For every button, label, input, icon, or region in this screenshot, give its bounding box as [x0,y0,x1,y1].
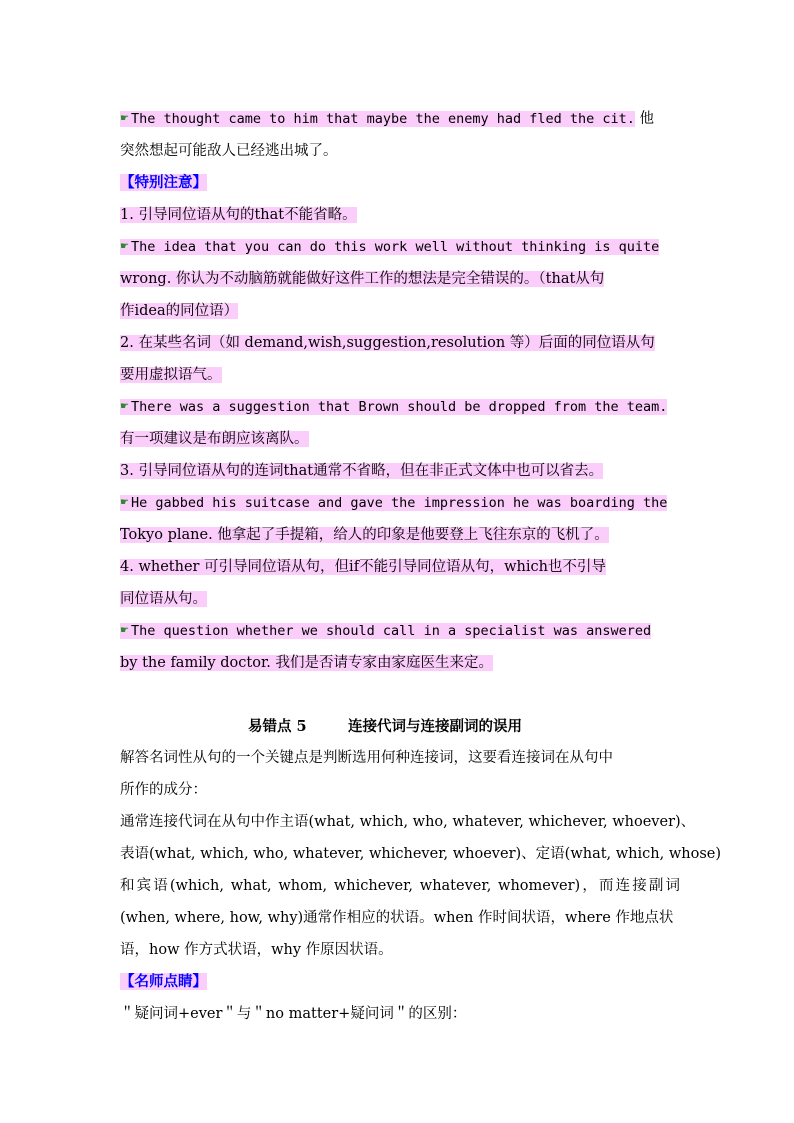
note-item-2: 2. 在某些名词（如 demand,wish,suggestion,resolution 等）后面的同位语从句 [120,335,655,351]
note-item-3: 3. 引导同位语从句的连词that通常不省略，但在非正式文体中也可以省去。 [120,463,604,479]
pointing-hand-icon: ☛ [120,241,129,252]
note-item-4: 4. whether 可引导同位语从句，但if不能引导同位语从句，which也不引导 [120,559,606,575]
paragraph-line: 语，how 作方式状语，why 作原因状语。 [120,942,393,958]
paragraph-line: 和宾语(which, what, whom, whichever, whatever, whomever)，而连接副词 [120,878,680,894]
example-line: ☛ He gabbed his suitcase and gave the impression he was boarding the [120,492,667,514]
example-line [120,108,654,130]
example-line: wrong. 你认为不动脑筋就能做好这件工作的想法是完全错误的。（that从句 [120,271,605,287]
section-title: 连接代词与连接副词的误用 [348,718,522,735]
paragraph-line: 解答名词性从句的一个关键点是判断选用何种连接词，这要看连接词在从句中 [120,750,613,766]
note-item-2-cont: 要用虚拟语气。 [120,367,222,383]
note-item-1: 1. 引导同位语从句的that不能省略。 [120,207,357,223]
example-line: ☛ The idea that you can do this work well without thinking is quite [120,236,659,258]
example-line: by the family doctor. 我们是否请专家由家庭医生来定。 [120,655,494,671]
pointing-hand-icon: ☛ [120,497,129,508]
section-label: 易错点 5 [248,718,307,735]
paragraph-line: (when, where, how, why)通常作相应的状语。when 作时间状语，where 作地点状 [120,910,674,926]
special-note-title: 【特别注意】 [120,174,207,191]
paragraph-line: 所作的成分： [120,782,207,798]
tip-text: ＂疑问词+ever＂与＂no matter+疑问词＂的区别： [120,1006,467,1022]
paragraph-line: 表语(what, which, who, whatever, whichever, whoever)、定语(what, which, whose) [120,846,721,862]
pointing-hand-icon: ☛ [120,113,129,124]
note-item-4-cont: 同位语从句。 [120,591,207,607]
pointing-hand-icon: ☛ [120,625,129,636]
tip-title: 【名师点睛】 [120,973,207,990]
example-line: ☛ The question whether we should call in a specialist was answered [120,620,651,642]
translation-line: 突然想起可能敌人已经逃出城了。 [120,143,338,159]
example-sentence: ☛ The thought came to him that maybe the enemy had fled the cit. [120,111,635,127]
example-line: ☛ There was a suggestion that Brown should be dropped from the team. [120,396,667,418]
pointing-hand-icon: ☛ [120,401,129,412]
example-line: 有一项建议是布朗应该离队。 [120,431,309,447]
paragraph-line: 通常连接代词在从句中作主语(what, which, who, whatever, whichever, whoever)、 [120,814,696,830]
example-line: 作idea的同位语） [120,303,239,319]
translation-start: 他 [639,111,654,127]
example-line: Tokyo plane. 他拿起了手提箱，给人的印象是他要登上飞往东京的飞机了。 [120,527,609,543]
